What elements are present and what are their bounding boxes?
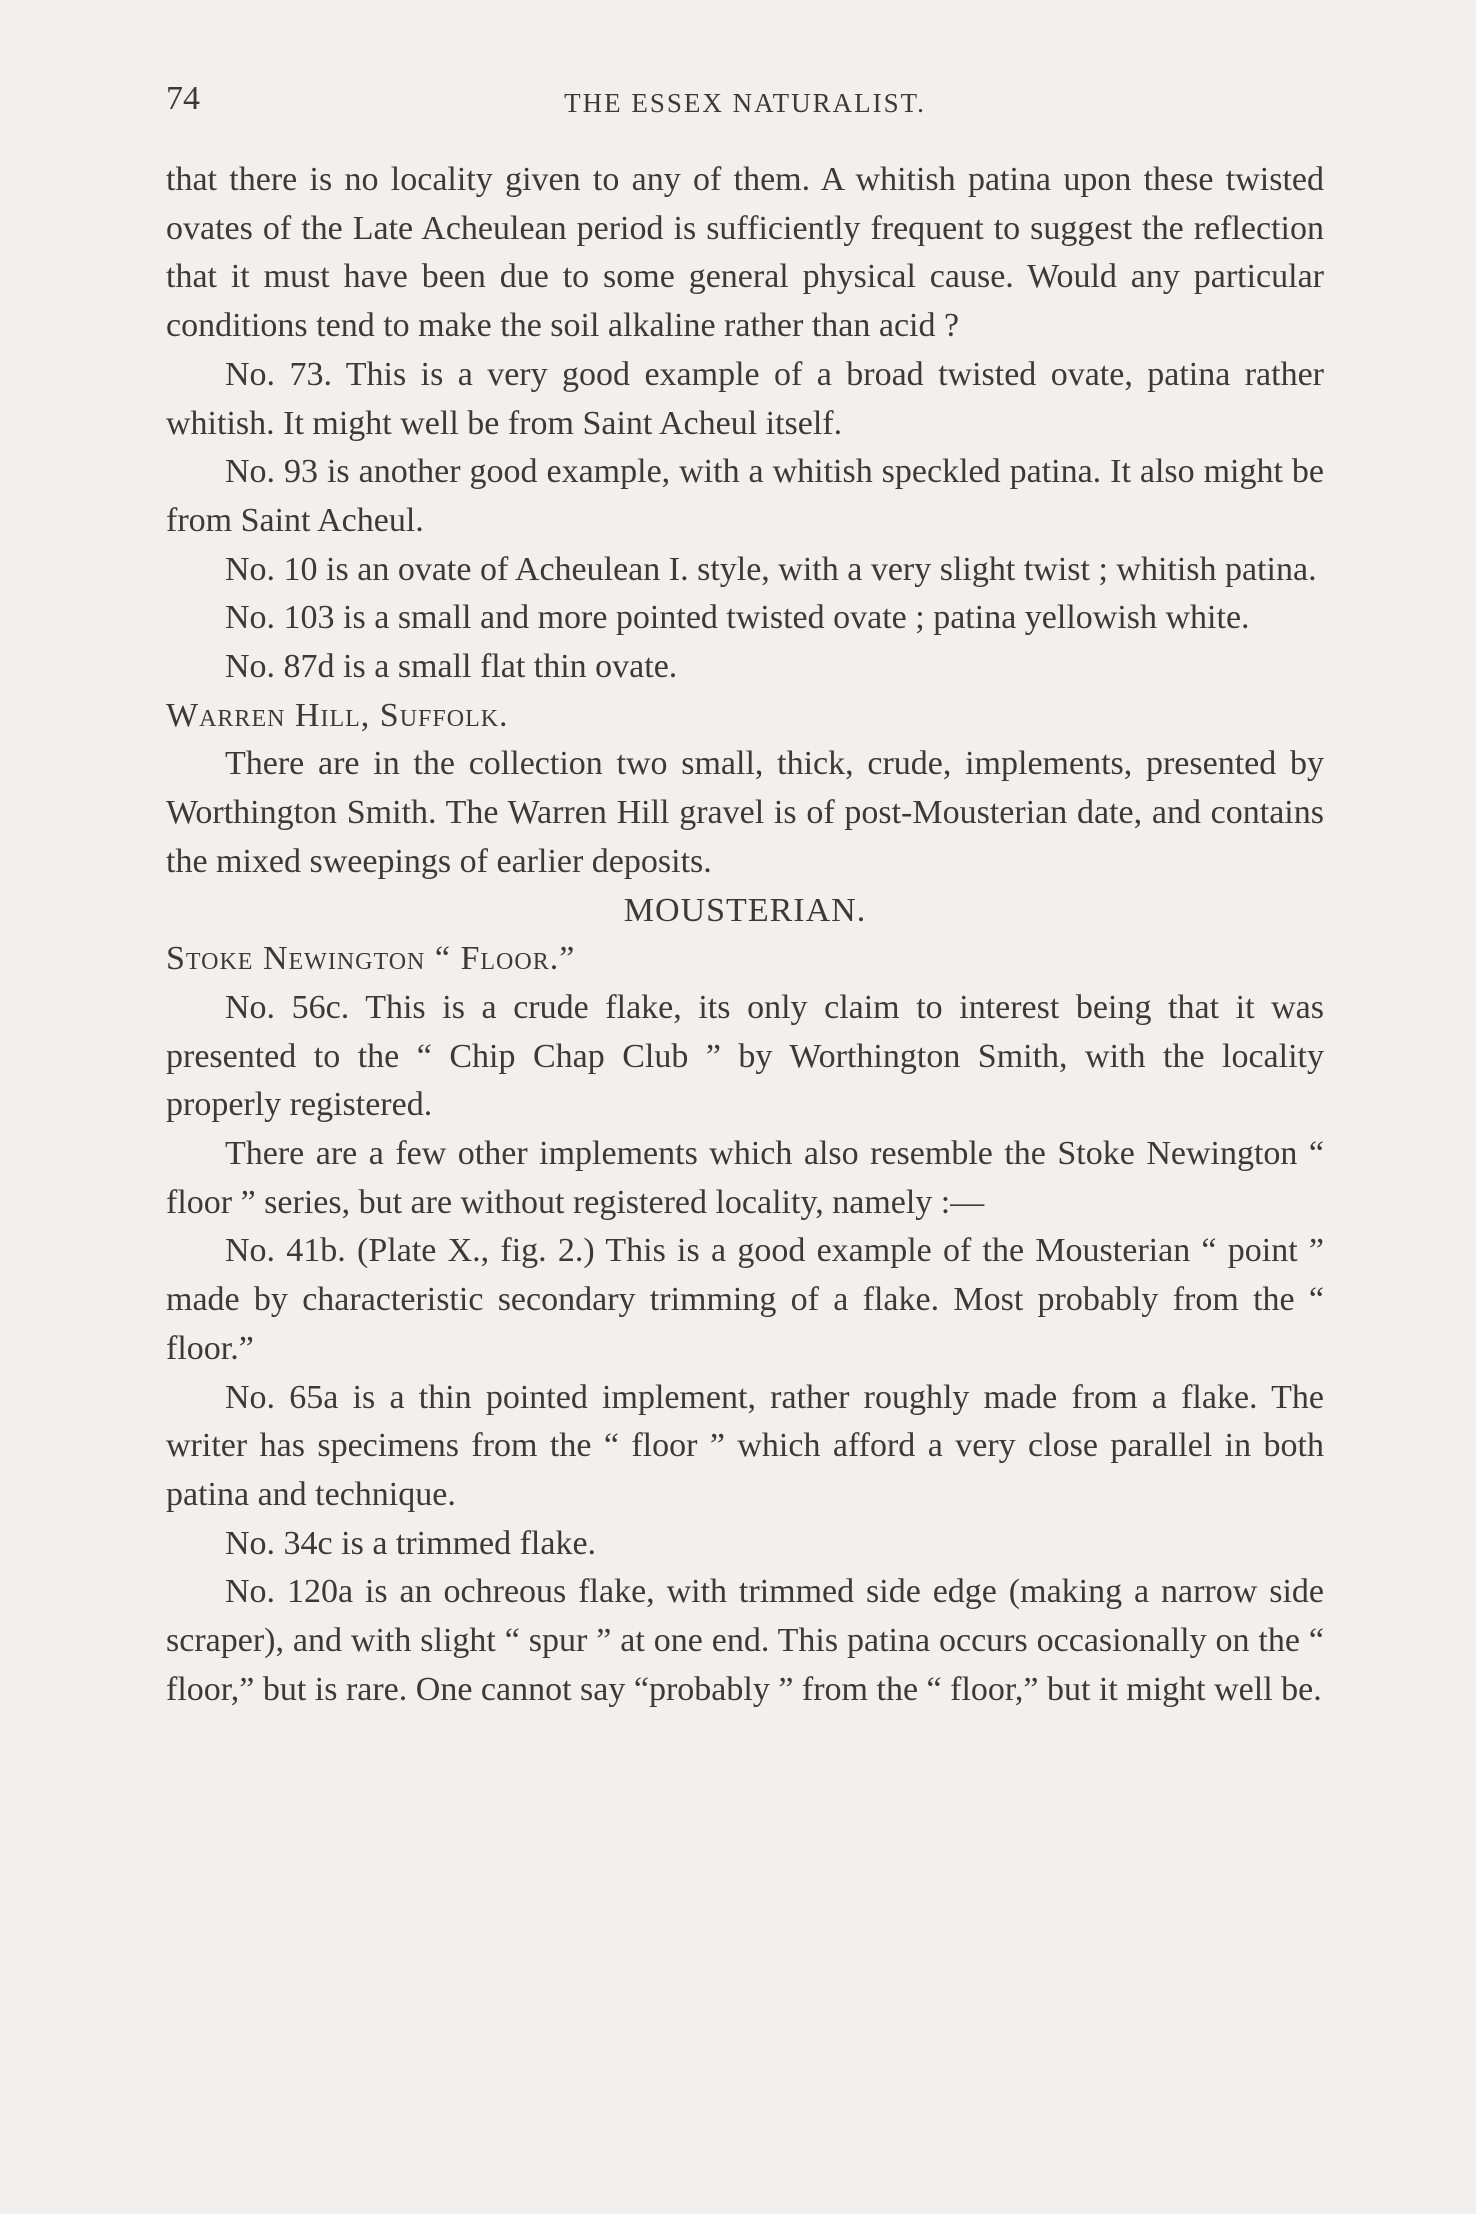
page-number: 74 (166, 80, 200, 117)
paragraph-continued: that there is no locality given to any of them. A whitish patina upon these twisted ovates of the Late Acheulean period is sufficiently frequent to suggest the reflection that it must have been due to some general physical cause. Would any particular conditions tend to make the soil alkaline rather than acid ? (166, 161, 1324, 345)
paragraph-no-34c: No. 34c is a trimmed flake. (225, 1524, 597, 1562)
paragraph-no-93: No. 93 is another good example, with a whitish speckled patina. It also might be from Saint Acheul. (166, 453, 1324, 539)
subheading-warren-hill: Warren Hill, Suffolk. (166, 696, 509, 734)
book-page (166, 78, 1324, 1823)
running-head (166, 78, 1324, 134)
paragraph-no-65a: No. 65a is a thin pointed implement, rather roughly made from a flake. The writer has specimens from the “ floor ” which afford a very close parallel in both patina and technique. (166, 1378, 1324, 1513)
section-heading-mousterian: MOUSTERIAN. (623, 891, 867, 929)
paragraph-no-10: No. 10 is an ovate of Acheulean I. style, with a very slight twist ; whitish patina. (225, 550, 1317, 588)
paragraph-warren-hill: There are in the collection two small, thick, crude, implements, presented by Worthington Smith. The Warren Hill gravel is of post-Mousterian date, and contains the mixed sweepings of earlier deposits. (166, 745, 1324, 880)
paragraph-no-120a: No. 120a is an ochreous flake, with trimmed side edge (making a narrow side scraper), and with slight “ spur ” at one end. This patina occurs occasionally on the “ floor,” but is rare. One cannot say “probably ” from the “ floor,” but it might well be. (166, 1573, 1324, 1708)
paragraph-no-73: No. 73. This is a very good example of a broad twisted ovate, patina rather whitish. It might well be from Saint Acheul itself. (166, 355, 1324, 442)
subheading-stoke-newington: Stoke Newington “ Floor.” (166, 940, 576, 978)
paragraph-no-56c: No. 56c. This is a crude flake, its only claim to interest being that it was presented to the “ Chip Chap Club ” by Worthington Smith, with the locality properly registered. (166, 988, 1324, 1124)
paragraph-no-41b: No. 41b. (Plate X., fig. 2.) This is a good example of the Mousterian “ point ” made by characteristic secondary trimming of a flake. Most probably from the “ floor.” (166, 1232, 1324, 1367)
body-text (166, 156, 1324, 1715)
paragraph-no-103: No. 103 is a small and more pointed twisted ovate ; patina yellowish white. (225, 599, 1250, 637)
paragraph-no-87d: No. 87d is a small flat thin ovate. (225, 648, 678, 686)
journal-title: THE ESSEX NATURALIST. (564, 88, 926, 118)
paragraph-other-implements: There are a few other implements which also resemble the Stoke Newington “ floor ” series, but are without registered locality, namely :— (166, 1135, 1324, 1221)
